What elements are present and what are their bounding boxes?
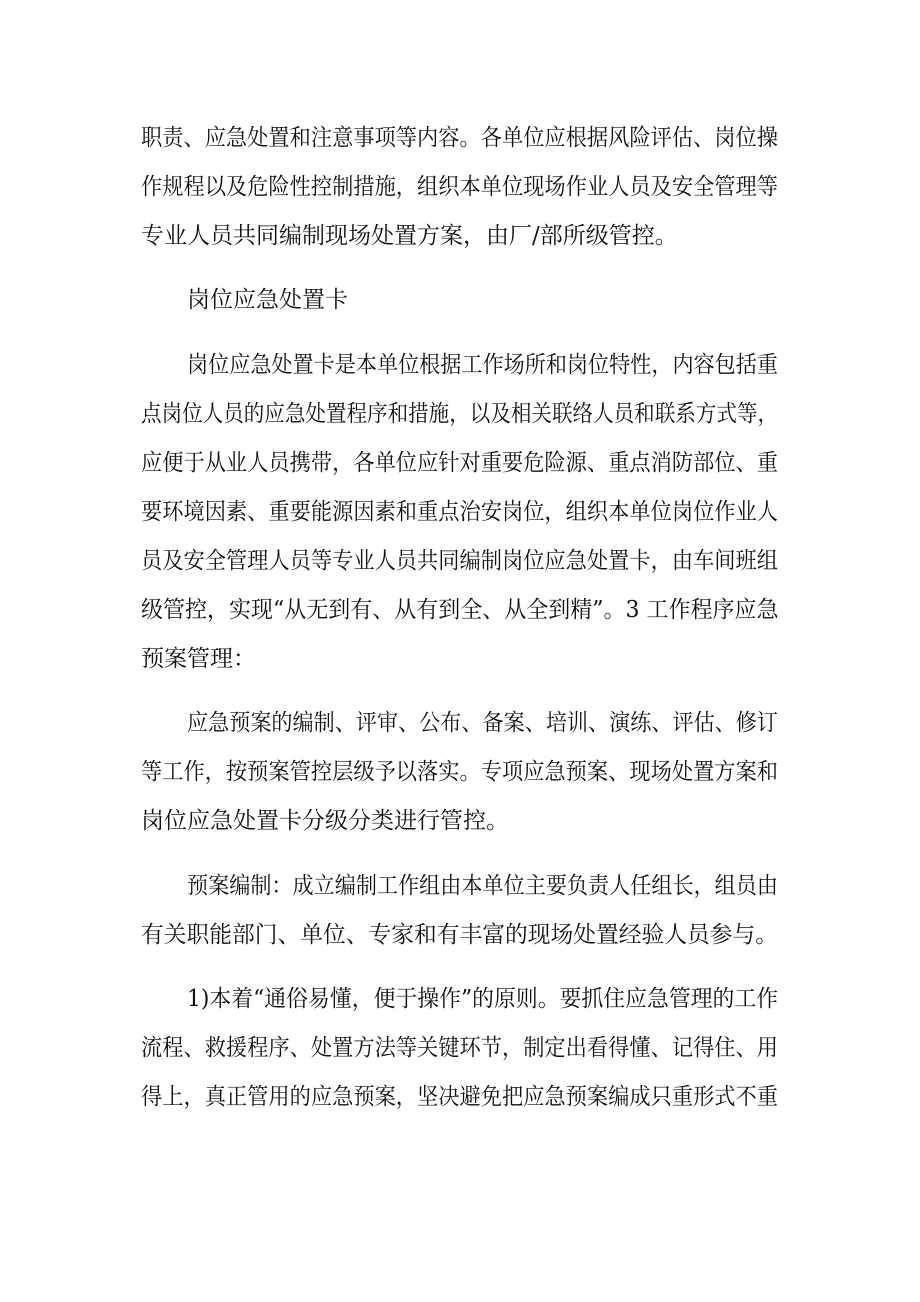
text-line: 作规程以及危险性控制措施，组织本单位现场作业人员及安全管理等 [141, 174, 778, 200]
text-line: 级管控，实现“从无到有、从有到全、从全到精”。3 工作程序应急 [141, 597, 779, 623]
text-line: 专业人员共同编制现场处置方案，由厂/部所级管控。 [141, 223, 678, 249]
text-line: 应便于从业人员携带，各单位应针对重要危险源、重点消防部位、重 [141, 450, 778, 476]
text-line: 岗位应急处置卡是本单位根据工作场所和岗位特性，内容包括重 [187, 352, 778, 378]
text-line: 点岗位人员的应急处置程序和措施，以及相关联络人员和联系方式等， [141, 401, 778, 427]
text-line: 得上，真正管用的应急预案，坚决避免把应急预案编成只重形式不重 [141, 1084, 778, 1110]
text-line: 等工作，按预案管控层级予以落实。专项应急预案、现场处置方案和 [141, 759, 778, 785]
text-line: 应急预案的编制、评审、公布、备案、培训、演练、评估、修订 [187, 710, 778, 736]
text-line: 有关职能部门、单位、专家和有丰富的现场处置经验人员参与。 [141, 922, 778, 948]
section-heading: 岗位应急处置卡 [187, 287, 348, 313]
text-line: 职责、应急处置和注意事项等内容。各单位应根据风险评估、岗位操 [141, 125, 778, 151]
text-line: 员及安全管理人员等专业人员共同编制岗位应急处置卡，由车间班组 [141, 548, 778, 574]
text-line: 1)本着“通俗易懂，便于操作”的原则。要抓住应急管理的工作 [187, 986, 779, 1012]
text-line: 流程、救援程序、处置方法等关键环节，制定出看得懂、记得住、用 [141, 1035, 778, 1061]
text-line: 预案编制：成立编制工作组由本单位主要负责人任组长，组员由 [187, 873, 778, 899]
text-line: 要环境因素、重要能源因素和重点治安岗位，组织本单位岗位作业人 [141, 499, 778, 525]
text-line: 预案管理： [141, 646, 256, 672]
text-line: 岗位应急处置卡分级分类进行管控。 [141, 808, 509, 834]
